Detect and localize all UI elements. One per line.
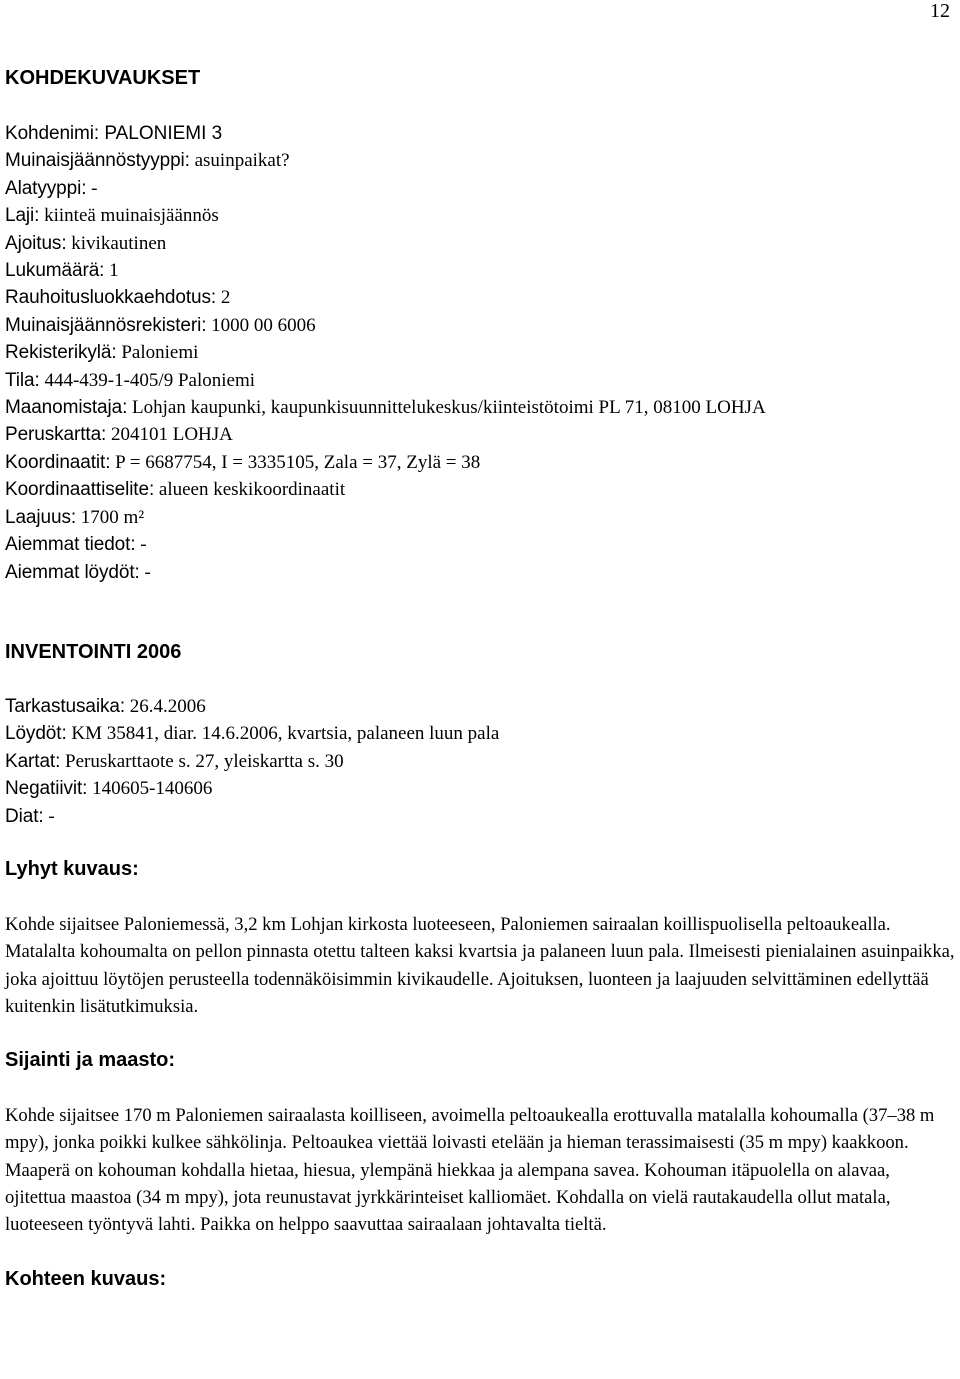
field-value: alueen keskikoordinaatit xyxy=(154,479,346,501)
field-label: Tarkastusaika: xyxy=(5,695,126,717)
field-koordinaattiselite xyxy=(5,476,955,503)
field-label: Diat: xyxy=(5,805,44,827)
field-label: Maanomistaja: xyxy=(5,397,128,419)
field-value: PALONIEMI 3 xyxy=(99,123,223,144)
section-title: KOHDEKUVAUKSET xyxy=(5,67,201,89)
field-tarkastusaika xyxy=(5,693,955,720)
field-label: Muinaisjäännösrekisteri: xyxy=(5,314,207,336)
field-laji xyxy=(5,202,955,229)
inventory-fields xyxy=(5,693,955,830)
field-value: asuinpaikat? xyxy=(189,150,290,172)
field-value: - xyxy=(43,805,55,827)
field-value: Paloniemi xyxy=(116,342,199,364)
field-value: 1 xyxy=(104,260,119,282)
field-ajoitus xyxy=(5,230,955,257)
field-label: Koordinaatit: xyxy=(5,451,111,473)
field-value: 140605-140606 xyxy=(87,778,213,800)
field-value: kiinteä muinaisjäännös xyxy=(39,205,219,227)
field-muinaisjaannosrekisteri xyxy=(5,312,955,339)
field-tila xyxy=(5,367,955,394)
field-label: Ajoitus: xyxy=(5,232,67,254)
field-label: Muinaisjäännöstyyppi: xyxy=(5,150,190,172)
field-maanomistaja xyxy=(5,394,905,421)
field-value: 444-439-1-405/9 Paloniemi xyxy=(39,369,256,391)
field-aiemmat-loydot xyxy=(5,559,955,586)
inventory-title: INVENTOINTI 2006 xyxy=(5,640,182,663)
field-label: Laajuus: xyxy=(5,506,77,528)
field-label: Rekisterikylä: xyxy=(5,342,117,364)
field-label: Tila: xyxy=(5,369,40,391)
field-negatiivit xyxy=(5,775,955,802)
field-label: Alatyyppi: xyxy=(5,177,87,199)
field-label: Kohdenimi: xyxy=(5,123,100,144)
field-laajuus xyxy=(5,504,955,531)
field-koordinaatit xyxy=(5,449,955,476)
field-value: - xyxy=(135,534,147,556)
field-alatyyppi xyxy=(5,175,955,202)
field-value: 1000 00 6006 xyxy=(206,314,316,336)
field-value: kivikautinen xyxy=(66,232,167,254)
field-label: Rauhoitusluokkaehdotus: xyxy=(5,287,217,309)
field-lukumaara xyxy=(5,257,955,284)
short-description-title: Lyhyt kuvaus: xyxy=(5,857,139,880)
field-value: 204101 LOHJA xyxy=(106,424,233,446)
location-text: Kohde sijaitsee 170 m Paloniemen sairaalasta koilliseen, avoimella peltoaukealla erottuvalla matalalla kohoumalla (37–38 m mpy), jonka poikki kulkee sähkölinja. Peltoaukea viettää loivasti etelään ja hieman terassimaisesti (35 m mpy) kaakkoon. Maaperä on kohouman kohdalla hietaa, hiesua, ylempänä hiekkaa ja alempana savea. Kohouman itäpuolella on alavaa, ojitettua maastoa (34 m mpy), jota reunustavat jyrkkärinteiset kalliomäet. Kohdalla on vielä rautakaudella ollut matala, luoteeseen työntyvä lahti. Paikka on helppo saavuttaa sairaalaan johtavalta tieltä. xyxy=(5,1105,935,1236)
page-number: 12 xyxy=(930,0,950,22)
field-value: KM 35841, diar. 14.6.2006, kvartsia, palaneen luun pala xyxy=(66,723,500,745)
field-label: Kartat: xyxy=(5,750,61,772)
field-label: Aiemmat löydöt: xyxy=(5,561,140,583)
field-label: Laji: xyxy=(5,205,40,227)
field-kartat xyxy=(5,748,955,775)
field-label: Negatiivit: xyxy=(5,778,88,800)
field-loydot xyxy=(5,720,955,747)
field-rauhoitusluokkaehdotus xyxy=(5,284,955,311)
field-value: 1700 m² xyxy=(76,506,145,528)
site-description-title: Kohteen kuvaus: xyxy=(5,1267,167,1290)
field-label: Peruskartta: xyxy=(5,424,107,446)
field-diat xyxy=(5,803,955,830)
field-label: Lukumäärä: xyxy=(5,260,105,282)
field-label: Aiemmat tiedot: xyxy=(5,534,136,556)
field-muinaisjaannostyyppi xyxy=(5,147,955,174)
field-value: Peruskarttaote s. 27, yleiskartta s. 30 xyxy=(60,750,344,772)
site-fields xyxy=(5,120,955,586)
field-value: 2 xyxy=(216,287,231,309)
field-label: Koordinaattiselite: xyxy=(5,479,155,501)
field-peruskartta xyxy=(5,421,955,448)
field-value: - xyxy=(139,561,151,583)
document-body xyxy=(5,64,955,1293)
field-value: - xyxy=(86,177,98,199)
field-value: P = 6687754, I = 3335105, Zala = 37, Zylä = 38 xyxy=(110,451,481,473)
field-value: Lohjan kaupunki, kaupunkisuunnittelukeskus/kiinteistötoimi PL 71, 08100 LOHJA xyxy=(127,397,766,419)
short-description-text: Kohde sijaitsee Paloniemessä, 3,2 km Lohjan kirkosta luoteeseen, Paloniemen sairaalan koillispuolisella peltoaukealla. Matalalta kohoumalta on pellon pinnasta otettu talteen kaksi kvartsia ja palaneen luun pala. Ilmeisesti pienialainen asuinpaikka, joka ajoittuu löytöjen perusteella todennäköisimmin kivikaudelle. Ajoituksen, luonteen ja laajuuden selvittäminen edellyttää kuitenkin lisätutkimuksia. xyxy=(5,913,955,1017)
field-rekisterikyla xyxy=(5,339,955,366)
field-kohdenimi xyxy=(5,120,955,147)
field-aiemmat-tiedot xyxy=(5,531,955,558)
location-title: Sijainti ja maasto: xyxy=(5,1049,176,1072)
field-value: 26.4.2006 xyxy=(125,695,206,717)
field-label: Löydöt: xyxy=(5,723,67,745)
